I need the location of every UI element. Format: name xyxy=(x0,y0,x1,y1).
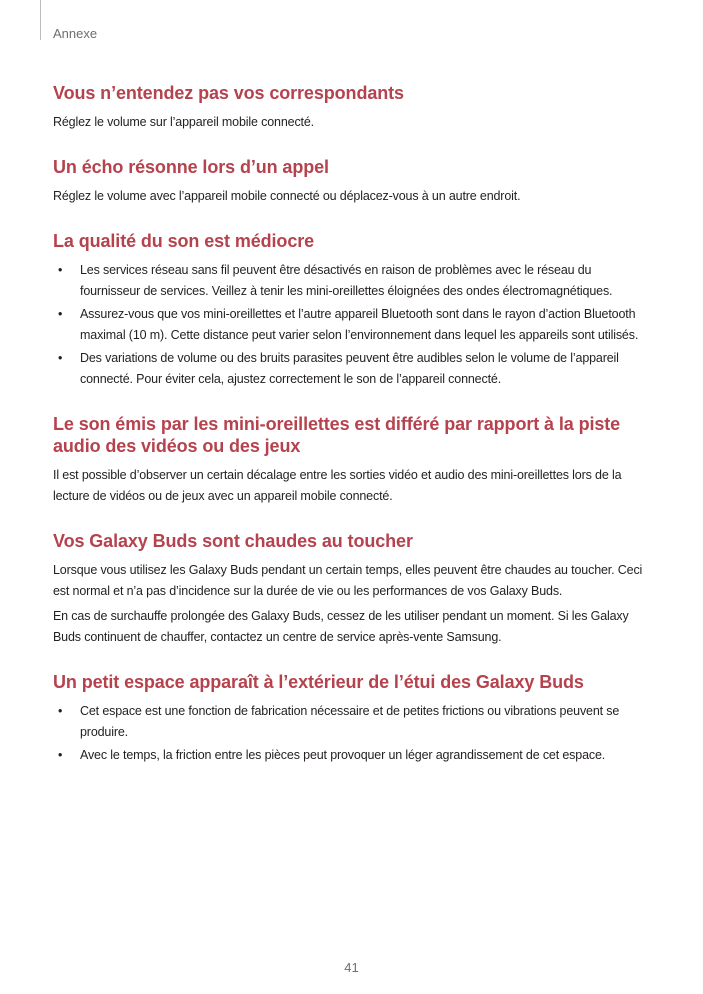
header-divider-line xyxy=(40,0,41,40)
list-item xyxy=(53,348,645,390)
list-item-text: Assurez-vous que vos mini-oreillettes et l’autre appareil Bluetooth sont dans le rayon d’action Bluetooth maximal (10 m). Cette distance peut varier selon l’environnement dans lequel les appareils sont utilisés. xyxy=(80,307,639,342)
section-case-gap xyxy=(53,671,645,766)
section-title: Vos Galaxy Buds sont chaudes au toucher xyxy=(53,531,413,551)
section-echo xyxy=(53,156,645,207)
list-item xyxy=(53,304,645,346)
bullet-icon: • xyxy=(58,748,63,762)
section-poor-quality xyxy=(53,230,645,390)
list-item-text: Avec le temps, la friction entre les pièces peut provoquer un léger agrandissement de cet espace. xyxy=(80,748,606,762)
bullet-list xyxy=(53,260,645,390)
list-item xyxy=(53,745,645,766)
running-header: Annexe xyxy=(53,26,98,41)
section-paragraph: Lorsque vous utilisez les Galaxy Buds pendant un certain temps, elles peuvent être chaudes au toucher. Ceci est normal et n’a pas d’incidence sur la durée de vie ou les performances de vos Galaxy Buds. xyxy=(53,563,643,598)
section-title: Vous n’entendez pas vos correspondants xyxy=(53,83,404,103)
bullet-list xyxy=(53,701,645,766)
section-title: Un écho résonne lors d’un appel xyxy=(53,157,329,177)
list-item xyxy=(53,701,645,743)
list-item-text: Les services réseau sans fil peuvent être désactivés en raison de problèmes avec le réseau du fournisseur de services. Veillez à tenir les mini-oreillettes éloignées des ondes électromagnétiques. xyxy=(80,263,613,298)
section-paragraph: Réglez le volume avec l’appareil mobile connecté ou déplacez-vous à un autre endroit. xyxy=(53,189,521,203)
section-paragraph: Il est possible d’observer un certain décalage entre les sorties vidéo et audio des mini-oreillettes lors de la lecture de vidéos ou de jeux avec un appareil mobile connecté. xyxy=(53,468,622,503)
list-item-text: Des variations de volume ou des bruits parasites peuvent être audibles selon le volume de l’appareil connecté. Pour éviter cela, ajustez correctement le son de l’appareil connecté. xyxy=(80,351,619,386)
section-paragraph: Réglez le volume sur l’appareil mobile connecté. xyxy=(53,115,314,129)
page-number: 41 xyxy=(344,960,359,975)
bullet-icon: • xyxy=(58,307,63,321)
section-warm xyxy=(53,530,645,648)
page-content xyxy=(53,82,645,789)
section-paragraph: En cas de surchauffe prolongée des Galaxy Buds, cessez de les utiliser pendant un moment. Si les Galaxy Buds continuent de chauffer, contactez un centre de service après-vente Samsung. xyxy=(53,609,629,644)
bullet-icon: • xyxy=(58,704,63,718)
section-no-audio xyxy=(53,82,645,133)
section-title: Le son émis par les mini-oreillettes est différé par rapport à la piste audio des vidéos ou des jeux xyxy=(53,414,621,456)
section-title: La qualité du son est médiocre xyxy=(53,231,315,251)
bullet-icon: • xyxy=(58,263,63,277)
list-item xyxy=(53,260,645,302)
bullet-icon: • xyxy=(58,351,63,365)
list-item-text: Cet espace est une fonction de fabrication nécessaire et de petites frictions ou vibrations peuvent se produire. xyxy=(80,704,620,739)
section-title: Un petit espace apparaît à l’extérieur de l’étui des Galaxy Buds xyxy=(53,672,584,692)
section-audio-delay xyxy=(53,413,645,507)
